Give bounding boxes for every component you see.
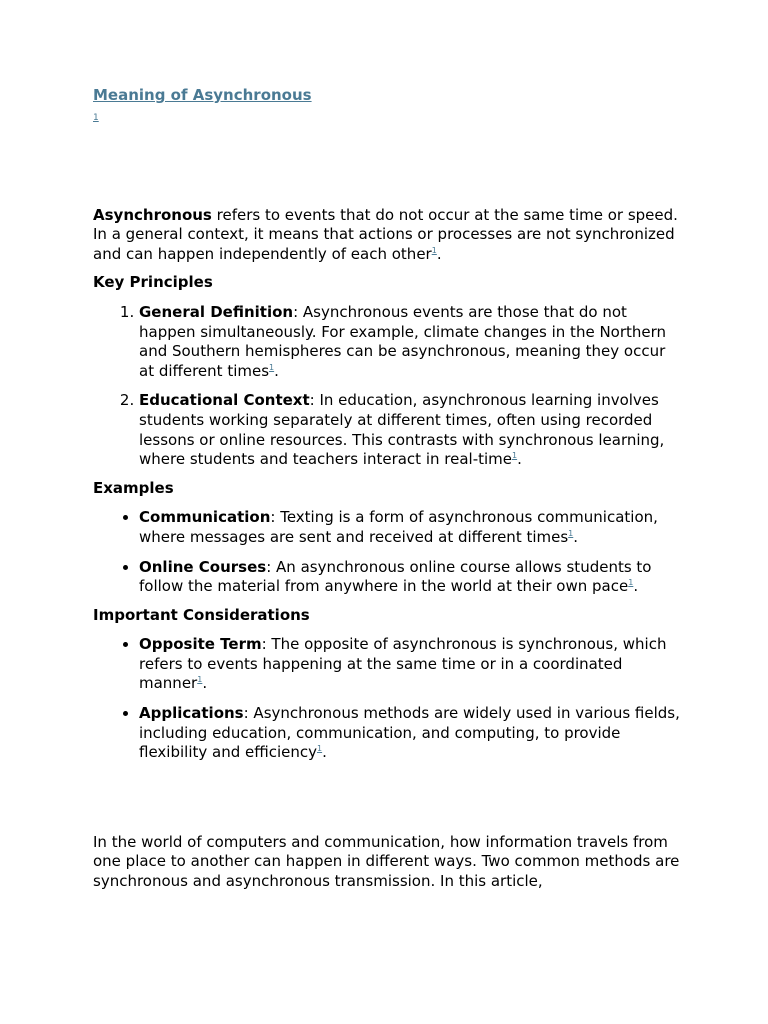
intro-footnote-link[interactable]: 1 <box>431 245 437 255</box>
examples-heading: Examples <box>93 478 174 497</box>
intro-term: Asynchronous <box>93 205 212 224</box>
item-end: . <box>633 577 639 596</box>
examples-list <box>93 508 683 596</box>
considerations-list <box>93 635 683 763</box>
item-end: . <box>517 450 522 469</box>
item-end: . <box>573 527 579 546</box>
key-principles-list <box>93 303 683 470</box>
intro-end: . <box>436 244 442 263</box>
list-item <box>139 508 683 547</box>
item-text: : Asynchronous events are those that do not happen simultaneously. For example, climate changes in the Northern and Southern hemispheres can be asynchronous, meaning they occur at different times <box>139 302 667 380</box>
considerations-heading: Important Considerations <box>93 605 310 624</box>
item-end: . <box>322 743 327 762</box>
bottom-paragraph: In the world of computers and communication, how information travels from one place to another can happen in different ways. Two common methods are synchronous and asynchronous transmission. In this article, <box>93 832 680 891</box>
document-body <box>93 86 683 892</box>
list-item <box>139 558 683 597</box>
key-principles-heading: Key Principles <box>93 273 213 292</box>
item-text: : Texting is a form of asynchronous communication, where messages are sent and received at different times <box>139 508 658 546</box>
item-term: Opposite Term <box>139 635 262 654</box>
list-item <box>139 391 683 469</box>
footnote-link[interactable]: 1 <box>269 362 275 372</box>
footnote-link[interactable]: 1 <box>628 578 634 588</box>
intro-paragraph <box>93 206 683 265</box>
footnote-link[interactable]: 1 <box>197 675 203 685</box>
title-footnote-link[interactable]: 1 <box>93 112 99 123</box>
item-text: : An asynchronous online course allows students to follow the material from anywhere in the world at their own pace <box>139 557 652 596</box>
item-term: Applications <box>139 704 244 723</box>
item-term: Communication <box>139 508 271 527</box>
item-term: General Definition <box>139 302 294 321</box>
list-item <box>139 303 683 381</box>
footnote-link[interactable]: 1 <box>512 451 518 461</box>
page-title-link[interactable]: Meaning of Asynchronous <box>93 86 312 104</box>
item-end: . <box>202 674 208 693</box>
intro-text: refers to events that do not occur at the same time or speed. In a general context, it means that actions or processes are not synchronized and can happen independently of each other <box>93 205 678 263</box>
list-item <box>139 704 683 763</box>
item-end: . <box>274 361 279 380</box>
footnote-link[interactable]: 1 <box>317 744 323 754</box>
list-item <box>139 635 683 694</box>
item-term: Educational Context <box>139 391 310 410</box>
item-text: : Asynchronous methods are widely used in various fields, including education, communication, and computing, to provide flexibility and efficiency <box>139 704 680 762</box>
item-text: : The opposite of asynchronous is synchronous, which refers to events happening at the same time or in a coordinated manner <box>139 635 667 693</box>
item-text: : In education, asynchronous learning involves students working separately at different times, often using recorded lessons or online resources. This contrasts with synchronous learning, where students and teachers interact in real-time <box>139 391 665 469</box>
footnote-link[interactable]: 1 <box>568 528 574 538</box>
item-term: Online Courses <box>139 557 267 576</box>
